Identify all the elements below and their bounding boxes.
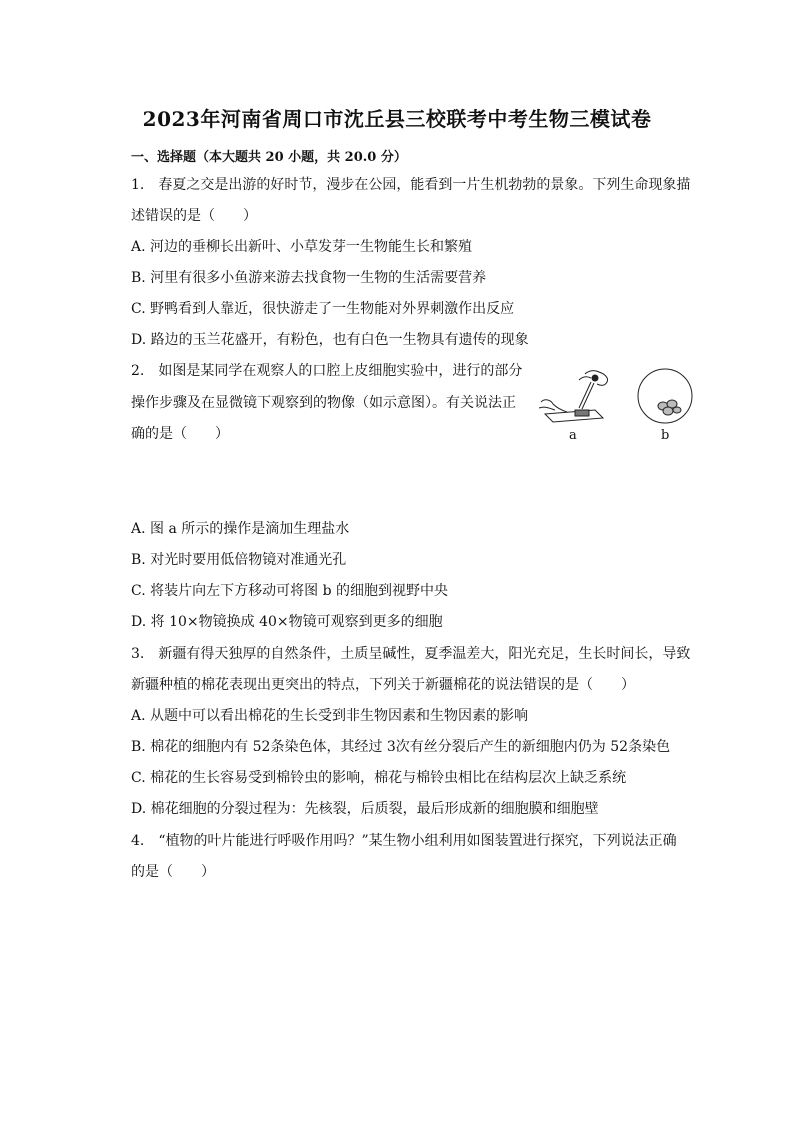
slide-dropper-drawing bbox=[539, 371, 608, 422]
question-2-stem-line-3: 确的是（ ） bbox=[131, 426, 229, 442]
question-4-stem-line-2: 的是（ ） bbox=[131, 864, 215, 880]
question-2-option-a: A. 图 a 所示的操作是滴加生理盐水 bbox=[131, 521, 350, 537]
question-3-option-d: D. 棉花细胞的分裂过程为：先核裂，后质裂，最后形成新的细胞膜和细胞壁 bbox=[131, 801, 599, 817]
page-title: 2023年河南省周口市沈丘县三校联考中考生物三模试卷 bbox=[142, 107, 652, 131]
question-2-option-b: B. 对光时要用低倍物镜对准通光孔 bbox=[131, 552, 347, 568]
question-1-stem-line-2: 述错误的是（ ） bbox=[131, 208, 257, 224]
question-3-option-b: B. 棉花的细胞内有 52条染色体，其经过 3次有丝分裂后产生的新细胞内仍为 52条染色 bbox=[131, 739, 671, 755]
question-2-stem-line-2: 操作步骤及在显微镜下观察到的物像（如示意图）。有关说法正 bbox=[131, 395, 516, 411]
question-3-stem-line-1: 3. 新疆有得天独厚的自然条件，土质呈碱性，夏季温差大，阳光充足，生长时间长，导致 bbox=[131, 646, 691, 662]
figure-label-a: a bbox=[569, 428, 577, 443]
question-1-option-b: B. 河里有很多小鱼游来游去找食物一生物的生活需要营养 bbox=[131, 270, 487, 286]
question-1-option-a: A. 河边的垂柳长出新叶、小草发芽一生物能生长和繁殖 bbox=[131, 239, 473, 255]
question-2-option-d: D. 将 10×物镜换成 40×物镜可观察到更多的细胞 bbox=[131, 614, 443, 630]
microscope-procedure-illustration bbox=[535, 362, 695, 448]
question-2-option-c: C. 将装片向左下方移动可将图 b 的细胞到视野中央 bbox=[131, 583, 448, 599]
question-3-option-a: A. 从题中可以看出棉花的生长受到非生物因素和生物因素的影响 bbox=[131, 708, 529, 724]
question-2-stem-line-1: 2. 如图是某同学在观察人的口腔上皮细胞实验中，进行的部分 bbox=[131, 363, 523, 379]
question-3-option-c: C. 棉花的生长容易受到棉铃虫的影响，棉花与棉铃虫相比在结构层次上缺乏系统 bbox=[131, 770, 627, 786]
question-2-figure bbox=[535, 362, 695, 448]
question-1-option-c: C. 野鸭看到人靠近，很快游走了一生物能对外界刺激作出反应 bbox=[131, 301, 515, 317]
question-1-option-d: D. 路边的玉兰花盛开，有粉色，也有白色一生物具有遗传的现象 bbox=[131, 332, 529, 348]
section-heading: 一、选择题（本大题共 20 小题，共 20.0 分） bbox=[131, 150, 407, 165]
field-of-view-drawing bbox=[638, 369, 692, 423]
figure-label-b: b bbox=[661, 428, 670, 443]
question-1-stem-line-1: 1. 春夏之交是出游的好时节，漫步在公园，能看到一片生机勃勃的景象。下列生命现象描 bbox=[131, 177, 691, 193]
question-4-stem-line-1: 4. “植物的叶片能进行呼吸作用吗？”某生物小组利用如图装置进行探究，下列说法正确 bbox=[131, 833, 677, 849]
question-3-stem-line-2: 新疆种植的棉花表现出更突出的特点，下列关于新疆棉花的说法错误的是（ ） bbox=[131, 677, 635, 693]
